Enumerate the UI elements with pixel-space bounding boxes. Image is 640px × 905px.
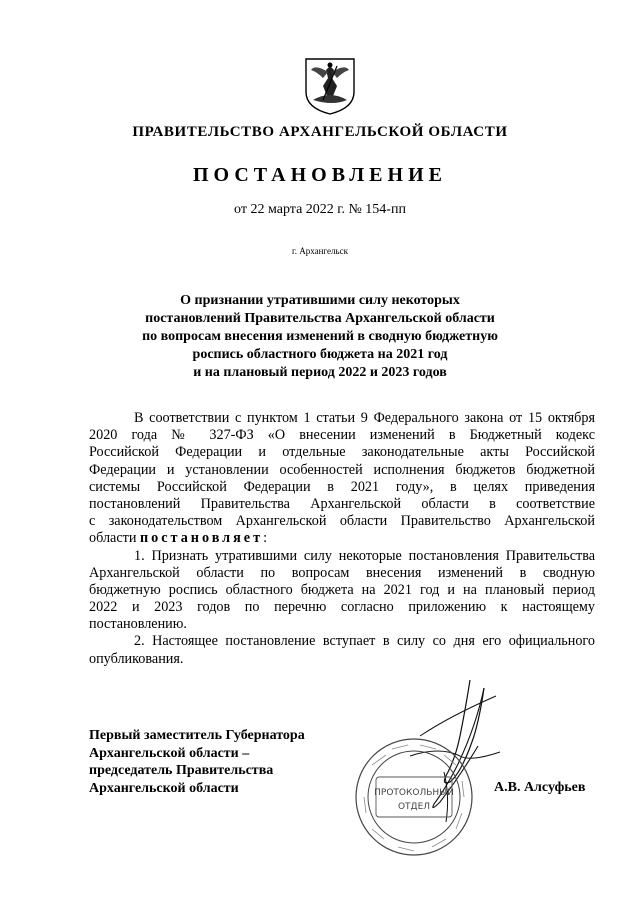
body-line: постановлений Правительства Архангельской области в соответствие bbox=[89, 495, 595, 512]
coat-of-arms-icon bbox=[303, 56, 357, 116]
body-line: 1. Признать утратившими силу некоторые постановления Правительства bbox=[134, 547, 595, 564]
body-line: бюджетную роспись областного бюджета на 2021 год и на плановый период bbox=[89, 581, 595, 598]
resolves-word: постановляет bbox=[139, 530, 264, 547]
body-line: системы Российской Федерации в 2021 году», в целях приведения bbox=[89, 478, 595, 495]
body-line: 2022 и 2023 годов по перечню согласно приложению к настоящему bbox=[89, 599, 595, 616]
body-line: Российской Федерации и отдельные законодательные акты Российской bbox=[89, 444, 595, 461]
body-line: опубликования. bbox=[89, 650, 184, 667]
body-line: 2020 года № 327-ФЗ «О внесении изменений в Бюджетный кодекс bbox=[89, 427, 595, 444]
list-item-1 bbox=[89, 548, 595, 634]
document-title bbox=[110, 292, 530, 382]
document-body bbox=[89, 410, 595, 668]
stamp-text-bottom: ОТДЕЛ bbox=[397, 802, 431, 812]
paragraph-preamble bbox=[89, 410, 595, 548]
body-line: 2. Настоящее постановление вступает в силу со дня его официального bbox=[134, 633, 595, 650]
title-line: постановлений Правительства Архангельской области bbox=[145, 311, 495, 326]
stamp-text-top: ПРОТОКОЛЬНЫЙ bbox=[374, 788, 454, 798]
official-stamp bbox=[352, 735, 477, 860]
body-line bbox=[89, 530, 595, 547]
signatory-title-line: Первый заместитель Губернатора bbox=[89, 728, 305, 743]
signatory-title-line: председатель Правительства bbox=[89, 763, 274, 778]
list-item-2 bbox=[89, 633, 595, 667]
body-line: Архангельской области по вопросам внесения изменений в сводную bbox=[89, 564, 595, 581]
government-name: ПРАВИТЕЛЬСТВО АРХАНГЕЛЬСКОЙ ОБЛАСТИ bbox=[132, 124, 508, 140]
body-line: В соответствии с пунктом 1 статьи 9 Федерального закона от 15 октября bbox=[134, 410, 595, 426]
signatory-title bbox=[89, 727, 349, 797]
body-text: : bbox=[263, 530, 268, 547]
title-line: О признании утратившими силу некоторых bbox=[180, 293, 460, 308]
body-line: с законодательством Архангельской области Правительство Архангельской bbox=[89, 513, 595, 530]
title-line: и на плановый период 2022 и 2023 годов bbox=[193, 365, 447, 380]
signatory-name: А.В. Алсуфьев bbox=[494, 780, 586, 795]
date-and-number: от 22 марта 2022 г. № 154-пп bbox=[234, 202, 406, 217]
document-type: ПОСТАНОВЛЕНИЕ bbox=[193, 164, 447, 186]
title-line: по вопросам внесения изменений в сводную бюджетную bbox=[142, 329, 498, 344]
body-line: постановлению. bbox=[89, 616, 187, 633]
title-line: роспись областного бюджета на 2021 год bbox=[192, 347, 448, 362]
signatory-title-line: Архангельской области – bbox=[89, 745, 250, 761]
city: г. Архангельск bbox=[292, 246, 348, 256]
body-text: области bbox=[89, 530, 140, 547]
body-line: Федерации и установлении особенностей исполнения бюджетов бюджетной bbox=[89, 461, 595, 478]
signatory-title-line: Архангельской области bbox=[89, 780, 239, 796]
